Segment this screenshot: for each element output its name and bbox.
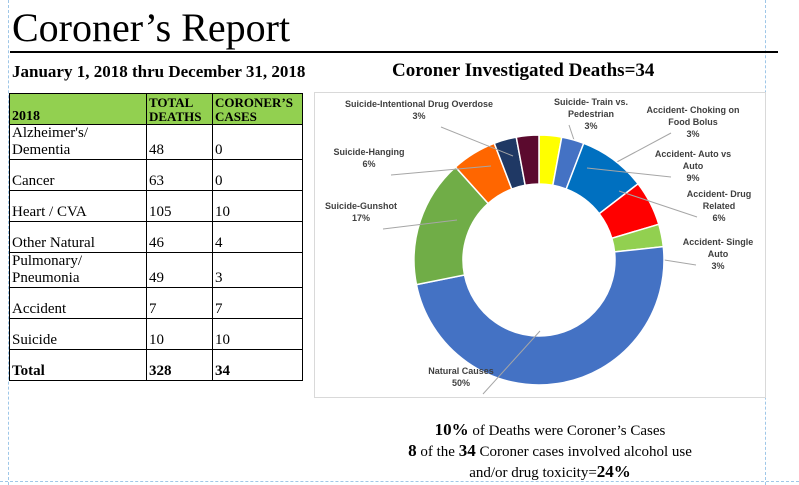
- slice-label: Suicide-Intentional Drug Overdose 3%: [344, 99, 494, 121]
- summary-line-3: [330, 462, 770, 483]
- alcohol-case-count: 8: [408, 441, 417, 460]
- page-title: Coroner’s Report: [12, 5, 291, 50]
- deaths-table: [9, 93, 303, 381]
- coroner-cell: 7: [213, 288, 303, 319]
- table-row: [10, 222, 303, 253]
- grand-total-coroner: 34: [213, 350, 303, 381]
- total-cell: 105: [147, 191, 213, 222]
- chart-title: Coroner Investigated Deaths=34: [392, 60, 655, 81]
- total-cell: 7: [147, 288, 213, 319]
- coroner-cell: 3: [213, 253, 303, 288]
- cause-cell: Suicide: [10, 319, 147, 350]
- table-row: [10, 191, 303, 222]
- cause-label-line2: Dementia: [12, 142, 71, 158]
- cause-label: Pulmonary/: [12, 253, 82, 269]
- cause-cell: Heart / CVA: [10, 191, 147, 222]
- summary-line-2: [330, 441, 770, 462]
- table-row: [10, 288, 303, 319]
- cause-label: Alzheimer's/: [12, 125, 89, 141]
- total-label: Total: [10, 350, 147, 381]
- table-header-row: [10, 94, 303, 125]
- total-cell: 48: [147, 125, 213, 160]
- table-total-row: [10, 350, 303, 381]
- cause-cell: Other Natural: [10, 222, 147, 253]
- coroner-case-total: 34: [458, 441, 476, 460]
- table-row: [10, 253, 303, 288]
- slice-label: Accident- Drug Related 6%: [686, 189, 752, 223]
- alcohol-drug-percent: 24%: [596, 462, 631, 481]
- slice-label: Suicide- Train vs. Pedestrian 3%: [553, 97, 629, 131]
- coroner-cell: 0: [213, 160, 303, 191]
- slice-label: Accident- Single Auto 3%: [682, 237, 754, 271]
- coroner-cell: 10: [213, 191, 303, 222]
- total-cell: 10: [147, 319, 213, 350]
- header-year: 2018: [10, 94, 147, 125]
- cause-cell: Cancer: [10, 160, 147, 191]
- coroner-cell: 0: [213, 125, 303, 160]
- summary-text-2b: Coroner cases involved alcohol use: [475, 444, 692, 460]
- title-rule: [10, 51, 778, 53]
- slice-label: Suicide-Gunshot 17%: [325, 201, 397, 223]
- coroner-cell: 10: [213, 319, 303, 350]
- summary-text-3: and/or drug toxicity=: [469, 465, 597, 481]
- summary-line-1: [330, 420, 770, 441]
- donut-chart: [315, 93, 765, 397]
- slice-label: Accident- Choking on Food Bolus 3%: [646, 105, 740, 139]
- total-cell: 46: [147, 222, 213, 253]
- slice-label: Accident- Auto vs Auto 9%: [654, 149, 732, 183]
- table-row: [10, 160, 303, 191]
- header-coroner-cases: CORONER’S CASES: [213, 94, 303, 125]
- slice-label: Natural Causes 50%: [428, 366, 494, 388]
- header-total-deaths: TOTAL DEATHS: [147, 94, 213, 125]
- total-cell: 63: [147, 160, 213, 191]
- cause-cell: [10, 253, 147, 288]
- total-cell: 49: [147, 253, 213, 288]
- table-row: [10, 319, 303, 350]
- summary-text-2a: of the: [416, 444, 459, 460]
- coroner-case-percent: 10%: [434, 420, 469, 439]
- report-period: January 1, 2018 thru December 31, 2018: [12, 62, 306, 81]
- summary-text-1: of Deaths were Coroner’s Cases: [468, 423, 666, 439]
- cause-cell: Accident: [10, 288, 147, 319]
- slice-label: Suicide-Hanging 6%: [333, 147, 405, 169]
- cause-label-line2: Pneumonia: [12, 270, 80, 286]
- grand-total-deaths: 328: [147, 350, 213, 381]
- table-row: [10, 125, 303, 160]
- donut-chart-box: [314, 92, 766, 398]
- cause-cell: [10, 125, 147, 160]
- coroner-cell: 4: [213, 222, 303, 253]
